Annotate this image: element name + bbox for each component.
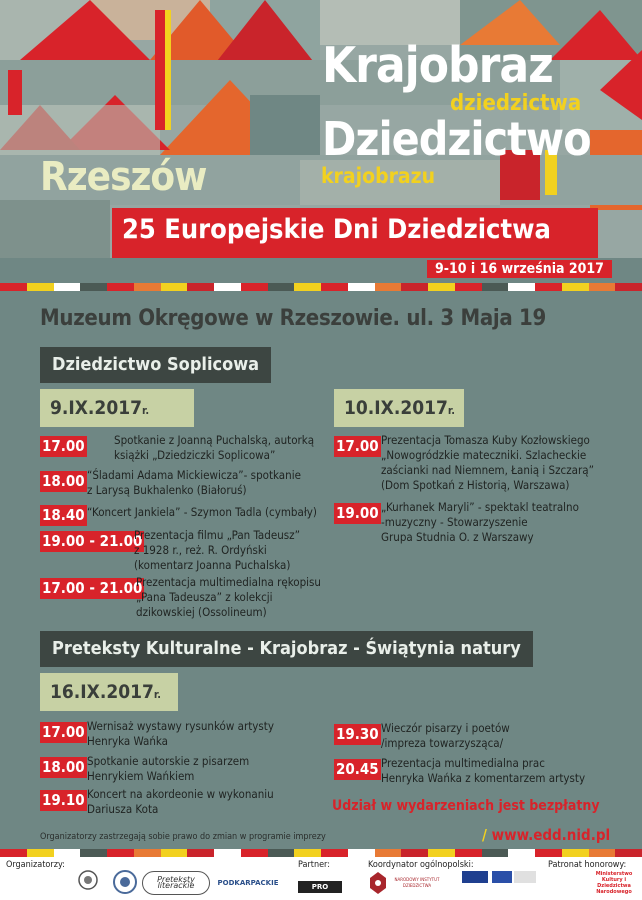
event-time: 19.10	[42, 791, 85, 809]
event-line: Grupa Studnia O. z Warszawy	[381, 530, 534, 544]
date-day2: 10.IX.2017	[344, 397, 448, 419]
event-time: 20.45	[336, 760, 379, 778]
nid-logo: NARODOWY INSTYTUT DZIEDZICTWA	[394, 877, 440, 888]
nid-emblem-icon	[368, 870, 388, 896]
website-link[interactable]	[482, 826, 610, 844]
event-line: Wernisaż wystawy rysunków artysty	[87, 719, 274, 733]
event-line: Henryka Wańka z komentarzem artysty	[381, 771, 586, 785]
ministry-logo: Ministerstwo Kultury i Dziedzictwa Narodowego	[595, 871, 633, 895]
event-line: /impreza towarzysząca/	[381, 736, 504, 750]
event-line: -muzyczny - Stowarzyszenie	[381, 515, 528, 529]
event-line: „Pana Tadeusza” z kolekcji	[136, 590, 273, 604]
event-line: Prezentacja filmu „Pan Tadeusz”	[134, 528, 300, 542]
section-title-preteksty: Preteksty Kulturalne - Krajobraz - Świątynia natury	[40, 631, 533, 667]
partner-pro-logo: PRO	[298, 881, 342, 893]
event-line: Wieczór pisarzy i poetów	[381, 721, 510, 735]
event-time: 18.00	[42, 472, 85, 490]
podkarpackie-logo: PODKARPACKIE	[217, 879, 279, 887]
date-box-day3	[40, 673, 178, 711]
date-day3: 16.IX.2017	[50, 681, 154, 703]
event-line: Dariusza Kota	[87, 802, 159, 816]
event-line: Prezentacja Tomasza Kuby Kozłowskiego	[381, 433, 590, 447]
website-url[interactable]: www.edd.nid.pl	[491, 826, 611, 844]
free-admission-note: Udział w wydarzeniach jest bezpłatny	[332, 798, 600, 814]
title-dziedzictwo: Dziedzictwo	[322, 112, 591, 166]
heritage-logo-icon	[514, 871, 536, 883]
partner-label: Partner:	[298, 860, 330, 870]
event-line: z Larysą Bukhalenko (Białoruś)	[87, 483, 247, 497]
museum-logo	[68, 869, 108, 897]
city-name: Rzeszów	[40, 154, 207, 200]
event-line: Henryka Wańka	[87, 734, 169, 748]
date-box-day2	[334, 389, 464, 427]
event-line: “Śladami Adama Mickiewicza”- spotkanie	[87, 468, 301, 482]
event-description	[87, 719, 274, 749]
event-name: 25 Europejskie Dni Dziedzictwa	[122, 214, 551, 245]
event-description	[381, 433, 594, 493]
event-description	[381, 721, 510, 751]
title-krajobraz: Krajobraz	[322, 37, 553, 94]
date-box-day1	[40, 389, 194, 427]
event-line: Henrykiem Wańkiem	[87, 769, 195, 783]
event-time: 19.30	[336, 725, 379, 743]
event-time: 17.00	[42, 723, 85, 741]
sponsors-footer	[0, 857, 642, 900]
event-line: Spotkanie z Joanną Puchalską, autorką	[114, 433, 315, 447]
event-description	[134, 528, 300, 573]
event-description	[87, 787, 274, 817]
decorative-stripe-bottom	[0, 849, 642, 857]
section-title-soplicowo: Dziedzictwo Soplicowa	[40, 347, 271, 383]
council-europe-flag-icon	[492, 871, 512, 883]
event-description	[87, 505, 317, 520]
event-dates: 9-10 i 16 września 2017	[427, 260, 612, 278]
event-line: (komentarz Joanna Puchalska)	[134, 558, 291, 572]
date-day2-suffix: r.	[447, 404, 455, 417]
event-line: Spotkanie autorskie z pisarzem	[87, 754, 250, 768]
event-time: 17.00	[336, 437, 379, 455]
eu-flag-icon	[462, 871, 488, 883]
event-line: zaścianki nad Niemnem, Łanią i Szczarą”	[381, 463, 594, 477]
decorative-stripe-top	[0, 283, 642, 291]
event-time: 17.00 - 21.00	[42, 579, 143, 597]
event-line: Prezentacja multimedialna prac	[381, 756, 545, 770]
event-description	[136, 575, 321, 620]
event-banner	[112, 208, 598, 258]
event-description	[87, 468, 301, 498]
event-line: Koncert na akordeonie w wykonaniu	[87, 787, 274, 801]
event-description	[87, 754, 249, 784]
event-description	[381, 756, 585, 786]
event-description	[381, 500, 579, 545]
preteksty-logo: Preteksty literackie	[142, 871, 210, 895]
museum-emblem-icon	[68, 869, 108, 897]
event-line: książki „Dziedziczki Soplicowa”	[114, 448, 276, 462]
nid-emblem-logo	[368, 869, 388, 897]
partner-emblem-logo	[112, 869, 138, 897]
event-line: Prezentacja multimedialna rękopisu	[136, 575, 321, 589]
coordinator-label: Koordynator ogólnopolski:	[368, 860, 474, 870]
event-time: 17.00	[42, 437, 85, 455]
emblem-icon	[112, 869, 138, 897]
event-time: 19.00 - 21.00	[42, 532, 143, 550]
date-day3-suffix: r.	[153, 688, 161, 701]
event-time: 19.00	[336, 504, 379, 522]
title-dziedzictwa: dziedzictwa	[450, 91, 582, 116]
event-line: dzikowskiej (Ossolineum)	[136, 605, 267, 619]
date-day1-suffix: r.	[142, 404, 150, 417]
event-line: „Nowogródzkie mateczniki. Szlacheckie	[381, 448, 587, 462]
disclaimer: Organizatorzy zastrzegają sobie prawo do zmian w programie imprezy	[40, 832, 326, 842]
patronage-label: Patronat honorowy:	[548, 860, 627, 870]
venue-address: Muzeum Okręgowe w Rzeszowie. ul. 3 Maja 19	[40, 306, 546, 331]
event-time: 18.00	[42, 758, 85, 776]
event-description	[114, 433, 314, 463]
date-day1: 9.IX.2017	[50, 397, 142, 419]
event-line: „Kurhanek Maryli” - spektakl teatralno	[381, 500, 579, 514]
event-line: (Dom Spotkań z Historią, Warszawa)	[381, 478, 570, 492]
event-line: z 1928 r., reż. R. Ordyński	[134, 543, 267, 557]
organizers-label: Organizatorzy:	[6, 860, 65, 870]
event-line: “Koncert Jankiela” - Szymon Tadla (cymbały)	[87, 505, 317, 519]
event-time: 18.40	[42, 506, 85, 524]
website-slash: /	[482, 826, 487, 844]
title-krajobrazu: krajobrazu	[321, 164, 436, 188]
